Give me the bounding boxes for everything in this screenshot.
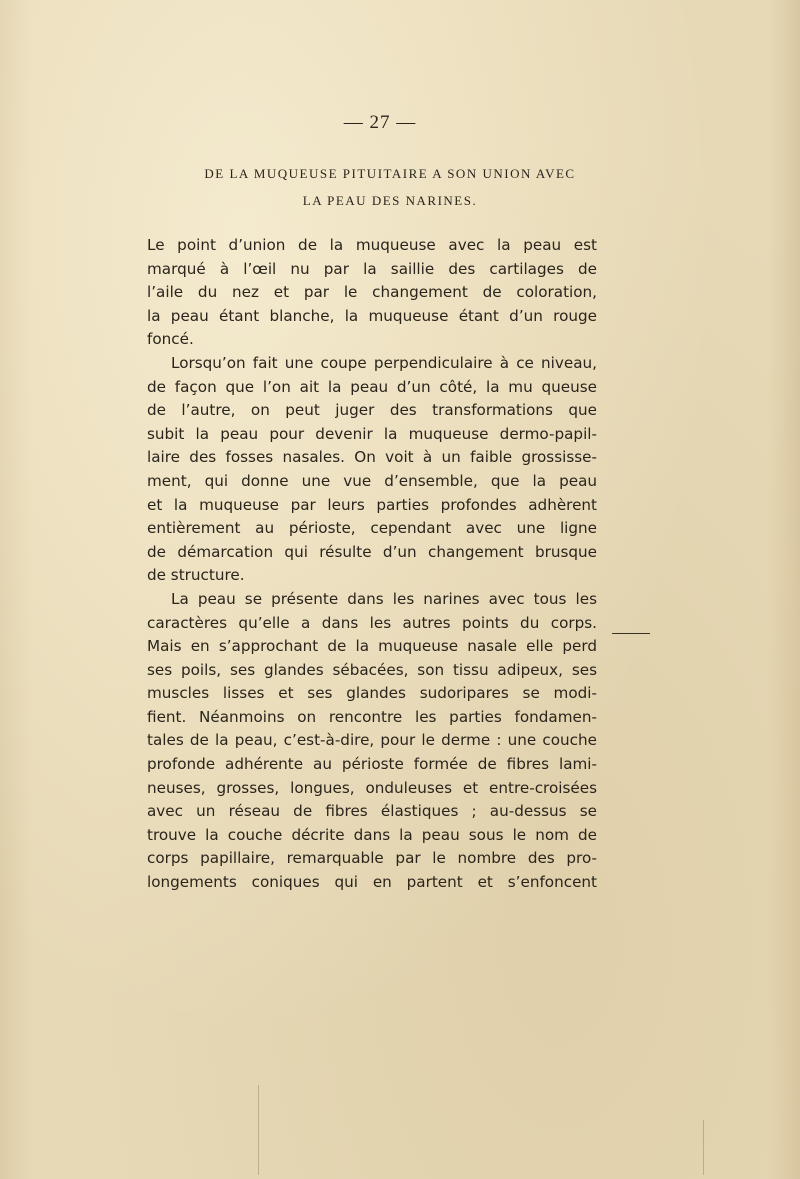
- text-line: La peau se présente dans les narines avec tous les: [171, 589, 597, 608]
- text-line: longements coniques qui en partent et s’enfoncent: [147, 873, 597, 892]
- text-line: Lorsqu’on fait une coupe perpendiculaire à ce niveau,: [171, 353, 597, 372]
- text-line: avec un réseau de fibres élastiques ; au-dessus se: [147, 802, 597, 821]
- text-line: de structure.: [147, 566, 245, 585]
- text-line: trouve la couche décrite dans la peau sous le nom de: [147, 825, 597, 844]
- text-line: ment, qui donne une vue d’ensemble, que la peau: [147, 471, 597, 490]
- text-line: de façon que l’on ait la peau d’un côté, la mu queuse: [147, 377, 597, 396]
- text-line: caractères qu’elle a dans les autres points du corps.: [147, 613, 597, 632]
- text-line: muscles lisses et ses glandes sudoripares se modi-: [147, 684, 597, 703]
- text-line: corps papillaire, remarquable par le nombre des pro-: [147, 849, 597, 868]
- heading-line-1: DE LA MUQUEUSE PITUITAIRE A SON UNION AVEC: [204, 166, 576, 181]
- page-number: — 27 —: [343, 112, 417, 133]
- text-line: de démarcation qui résulte d’un changement brusque: [147, 542, 597, 561]
- heading-line-2: LA PEAU DES NARINES.: [302, 193, 478, 208]
- text-line: foncé.: [147, 330, 194, 349]
- margin-mark: [612, 633, 650, 634]
- body-text: [147, 234, 597, 895]
- text-line: la peau étant blanche, la muqueuse étant d’un rouge: [147, 306, 597, 325]
- section-heading: [120, 160, 660, 214]
- text-line: ses poils, ses glandes sébacées, son tissu adipeux, ses: [147, 660, 597, 679]
- text-line: profonde adhérente au périoste formée de fibres lami-: [147, 755, 597, 774]
- text-line: et la muqueuse par leurs parties profondes adhèrent: [147, 495, 597, 514]
- text-line: Mais en s’approchant de la muqueuse nasale elle perd: [147, 637, 597, 656]
- text-line: tales de la peau, c’est-à-dire, pour le derme : une couche: [147, 731, 597, 750]
- text-line: l’aile du nez et par le changement de coloration,: [147, 283, 597, 302]
- text-line: entièrement au périoste, cependant avec une ligne: [147, 519, 597, 538]
- text-line: de l’autre, on peut juger des transformations que: [147, 401, 597, 420]
- text-line: neuses, grosses, longues, onduleuses et entre-croisées: [147, 778, 597, 797]
- text-line: marqué à l’œil nu par la saillie des cartilages de: [147, 259, 597, 278]
- text-line: laire des fosses nasales. On voit à un faible grossisse-: [147, 448, 597, 467]
- text-line: Le point d’union de la muqueuse avec la peau est: [147, 236, 597, 254]
- text-line: subit la peau pour devenir la muqueuse dermo-papil-: [147, 424, 597, 443]
- text-line: fient. Néanmoins on rencontre les parties fondamen-: [147, 707, 597, 726]
- page-crease: [703, 1120, 704, 1175]
- page-crease: [258, 1085, 259, 1175]
